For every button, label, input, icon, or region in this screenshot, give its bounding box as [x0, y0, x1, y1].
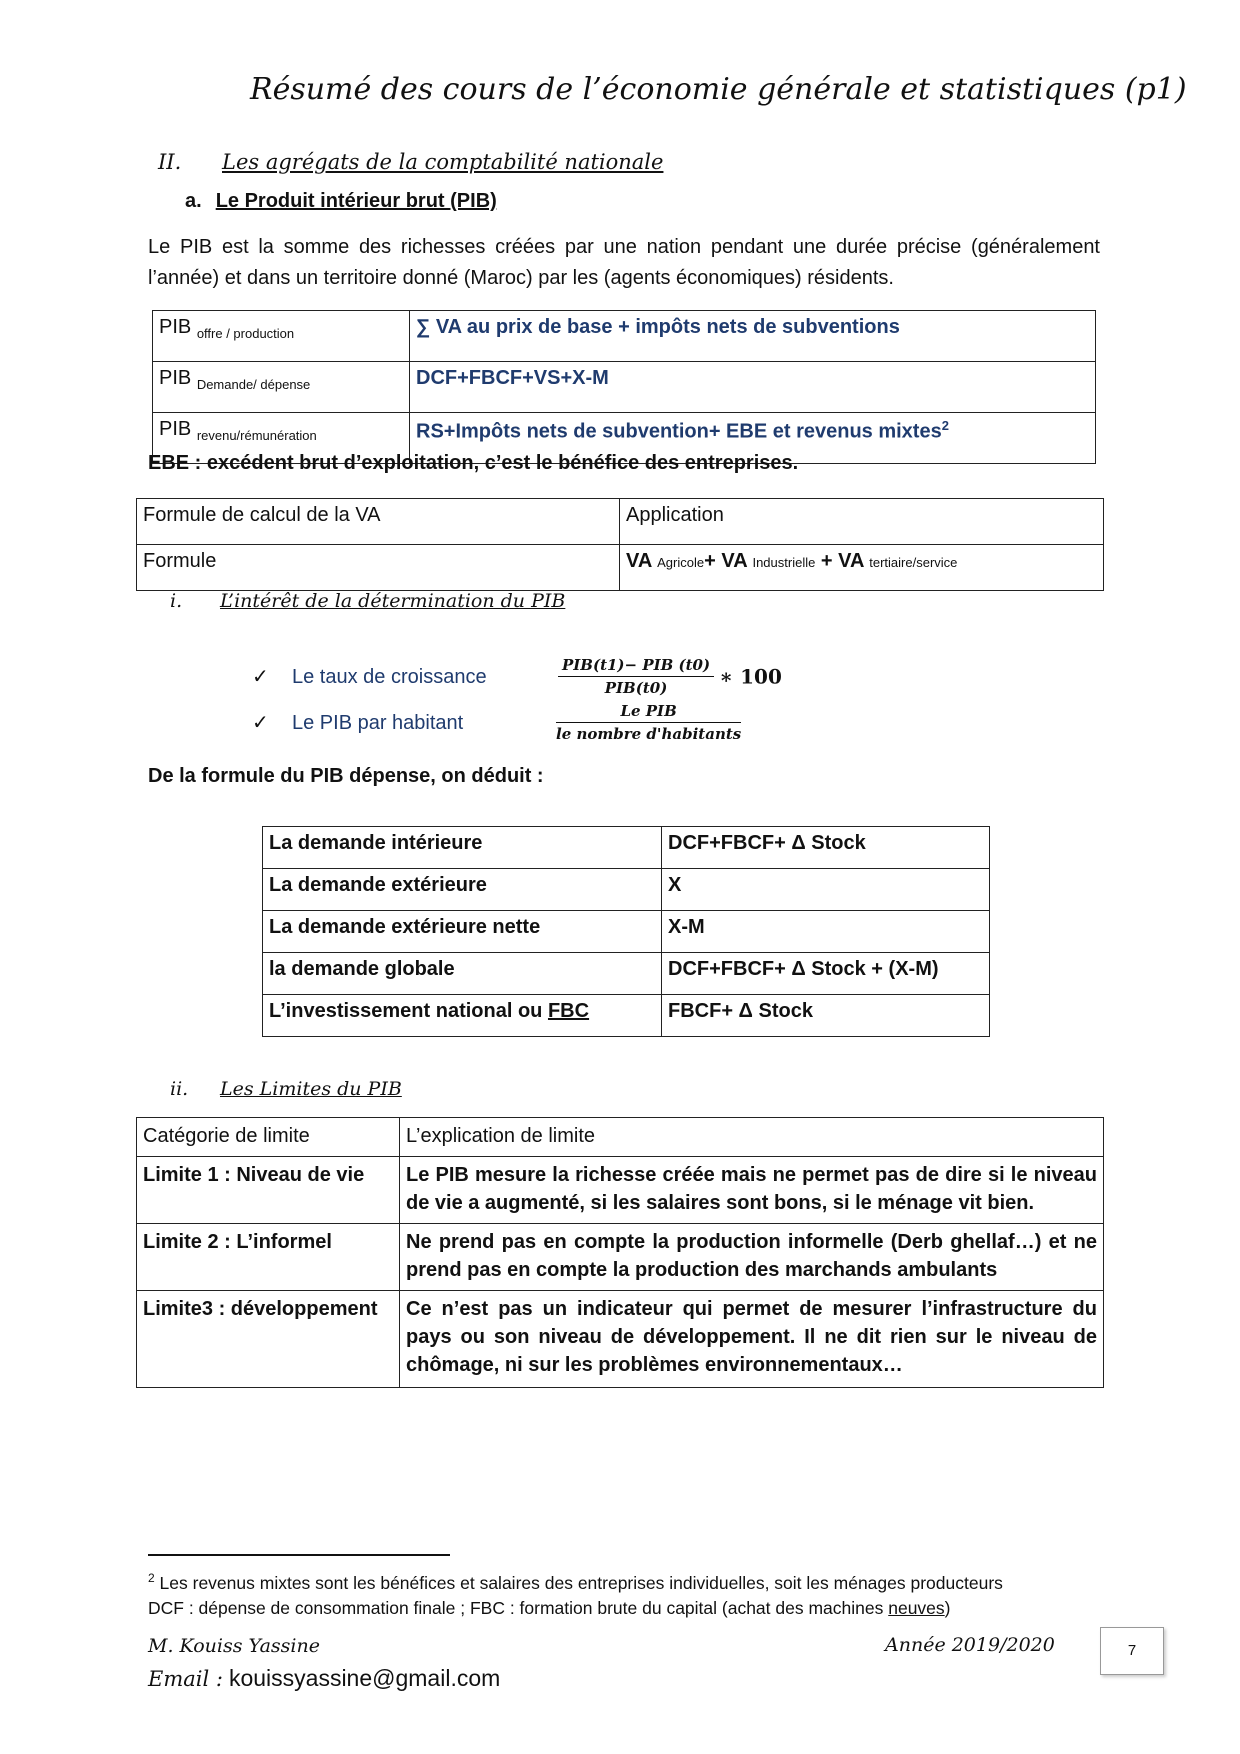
pib-label-sub: revenu/rémunération	[196, 428, 317, 443]
va-term: VA	[838, 550, 864, 572]
section-number: II.	[158, 150, 182, 174]
limit-category: Limite3 : développement	[137, 1291, 400, 1388]
table-cell: La demande extérieure nette	[263, 911, 662, 953]
table-cell: DCF+FBCF+ Δ Stock	[662, 827, 990, 869]
table-row	[137, 1118, 1104, 1157]
email-address[interactable]: kouissyassine@gmail.com	[228, 1665, 501, 1691]
limit-explanation: Ne prend pas en compte la production informelle (Derb ghellaf…) et ne prend pas en compte la production des marchands ambulants	[400, 1224, 1104, 1291]
section-title: Les agrégats de la comptabilité nationale	[222, 150, 664, 174]
table-header-cell: L’explication de limite	[400, 1118, 1104, 1157]
limit-explanation: Le PIB mesure la richesse créée mais ne permet pas de dire si le niveau de vie a augmenté, si les salaires sont bons, si le ménage vit bien.	[400, 1157, 1104, 1224]
pib-label: PIB	[159, 418, 192, 440]
table-row	[137, 1291, 1104, 1388]
table-row	[137, 499, 1104, 545]
table-cell: Formule	[137, 545, 620, 591]
va-formula-table	[136, 498, 1104, 591]
va-sub: tertiaire/service	[869, 555, 958, 570]
cell-text-underlined: FBC	[547, 1000, 590, 1022]
footer-author: M. Kouiss Yassine	[148, 1635, 320, 1657]
email-label: Email :	[148, 1667, 223, 1691]
growth-rate-formula	[558, 656, 782, 697]
subsection-i-heading	[170, 590, 565, 612]
table-row	[263, 953, 990, 995]
footnote-text: DCF : dépense de consommation finale ; FBC : formation brute du capital (achat des machines	[148, 1597, 889, 1618]
indicator-item	[252, 664, 487, 689]
footer-email	[148, 1665, 500, 1692]
table-header-cell: Formule de calcul de la VA	[137, 499, 620, 545]
footnote-text: Les revenus mixtes sont les bénéfices et salaires des entreprises individuelles, soit les ménages producteurs	[154, 1572, 1003, 1593]
formula-denominator: le nombre d'habitants	[556, 725, 742, 743]
va-sub: Agricole	[657, 555, 705, 570]
pib-label-sub: offre / production	[196, 326, 295, 341]
pib-label-cell	[153, 311, 410, 362]
subsection-ii-title: Les Limites du PIB	[220, 1078, 402, 1100]
table-header-cell: Application	[620, 499, 1104, 545]
table-row	[153, 311, 1096, 362]
footnote-number: 2	[148, 1571, 155, 1585]
table-cell: La demande extérieure	[263, 869, 662, 911]
plus-sign: +	[815, 550, 839, 572]
limit-explanation: Ce n’est pas un indicateur qui permet de mesurer l’infrastructure du pays ou son niveau de développement. Il ne dit rien sur le niveau de chômage, ni sur les problèmes environnementaux…	[400, 1291, 1104, 1388]
per-capita-formula	[556, 702, 741, 743]
table-row	[263, 869, 990, 911]
table-cell	[263, 995, 662, 1037]
table-header-cell: Catégorie de limite	[137, 1118, 400, 1157]
pib-formula-cell	[410, 311, 1096, 362]
limit-category: Limite 1 : Niveau de vie	[137, 1157, 400, 1224]
va-term: VA	[721, 550, 747, 572]
intro-paragraph: Le PIB est la somme des richesses créées par une nation pendant une durée précise (généralement l’année) et dans un territoire donné (Maroc) par les (agents économiques) résidents.	[148, 236, 1100, 289]
table-cell: DCF+FBCF+ Δ Stock + (X-M)	[662, 953, 990, 995]
table-row	[137, 1224, 1104, 1291]
table-cell: la demande globale	[263, 953, 662, 995]
checkmark-icon: ✓	[252, 712, 269, 734]
formula-numerator: Le PIB	[556, 702, 741, 723]
pib-label-cell	[153, 362, 410, 413]
demand-table	[262, 826, 990, 1037]
indicator-label: Le taux de croissance	[292, 666, 487, 688]
deduit-text: De la formule du PIB dépense, on déduit :	[148, 765, 544, 787]
pib-approaches-table	[152, 310, 1096, 464]
footnote-line	[148, 1566, 1003, 1596]
footnote-text-underlined: neuves	[888, 1597, 945, 1618]
table-cell: X	[662, 869, 990, 911]
subsection-i-number: i.	[170, 590, 183, 612]
table-row	[263, 827, 990, 869]
pib-formula: RS+Impôts nets de subvention+ EBE et revenus mixtes	[416, 420, 942, 443]
va-term: VA	[626, 550, 652, 572]
subsection-i-title: L’intérêt de la détermination du PIB	[220, 590, 566, 612]
pib-label: PIB	[159, 316, 192, 338]
table-row	[137, 1157, 1104, 1224]
indicator-item	[252, 710, 463, 735]
limit-category: Limite 2 : L’informel	[137, 1224, 400, 1291]
footnotes	[148, 1566, 1003, 1621]
subsection-ii-heading	[170, 1078, 402, 1100]
va-sub: Industrielle	[752, 555, 816, 570]
table-row	[137, 545, 1104, 591]
formula-numerator: PIB(t1)− PIB (t0)	[558, 656, 714, 677]
pib-label: PIB	[159, 367, 192, 389]
footnote-text: )	[944, 1597, 951, 1618]
footnote-line	[148, 1596, 1003, 1621]
table-cell: FBCF+ Δ Stock	[662, 995, 990, 1037]
pib-formula-cell	[410, 362, 1096, 413]
plus-sign: +	[704, 550, 722, 572]
footnote-divider	[148, 1554, 450, 1556]
ebe-note: EBE : excédent brut d’exploitation, c’est le bénéfice des entreprises.	[148, 452, 799, 474]
table-row	[263, 995, 990, 1037]
subsection-a-title: Le Produit intérieur brut (PIB)	[215, 190, 497, 212]
indicator-label: Le PIB par habitant	[292, 712, 464, 734]
formula-denominator: PIB(t0)	[604, 679, 668, 697]
pib-formula: DCF+FBCF+VS+X-M	[416, 367, 609, 389]
formula-suffix: ∗ 100	[719, 664, 782, 689]
va-application-cell	[620, 545, 1104, 591]
checkmark-icon: ✓	[252, 666, 269, 688]
table-cell: La demande intérieure	[263, 827, 662, 869]
page-number: 7	[1100, 1627, 1164, 1675]
page-title: Résumé des cours de l’économie générale et statistiques (p1)	[250, 72, 1187, 107]
footnote-ref: 2	[941, 418, 949, 433]
subsection-ii-number: ii.	[170, 1078, 189, 1100]
table-row	[153, 362, 1096, 413]
table-cell: X-M	[662, 911, 990, 953]
subsection-a-heading	[185, 190, 497, 213]
limits-table	[136, 1117, 1104, 1388]
pib-label-sub: Demande/ dépense	[196, 377, 311, 392]
cell-text: L’investissement national ou	[269, 1000, 548, 1022]
footer-year: Année 2019/2020	[885, 1634, 1055, 1656]
pib-formula: ∑ VA au prix de base + impôts nets de subventions	[416, 316, 900, 338]
table-row	[263, 911, 990, 953]
subsection-a-letter: a.	[185, 190, 202, 212]
